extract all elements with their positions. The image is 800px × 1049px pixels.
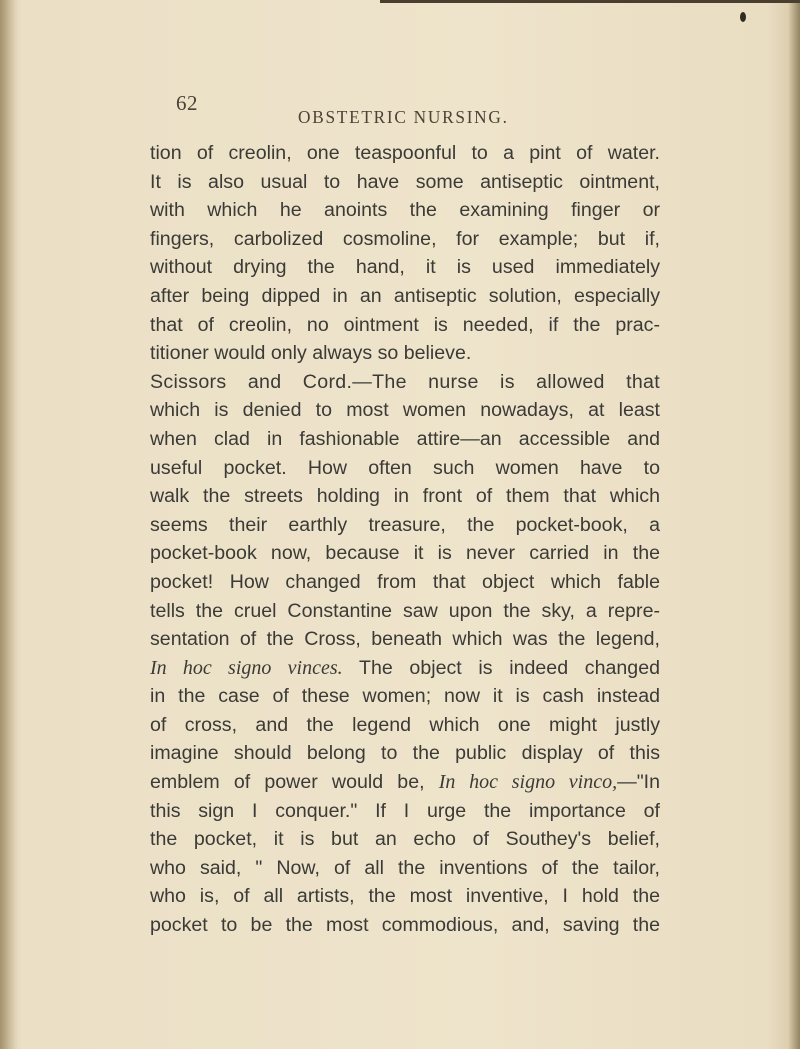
text-line: of cross, and the legend which one might justly (150, 713, 660, 736)
text-line: after being dipped in an antiseptic solution, especially (150, 284, 660, 307)
text-line: pocket to be the most commodious, and, saving the (150, 914, 660, 937)
text-line: seems their earthly treasure, the pocket-book, a (150, 513, 660, 536)
running-head: OBSTETRIC NURSING. (298, 107, 509, 127)
text-line: pocket-book now, because it is never carried in the (150, 542, 660, 565)
binding-shadow (0, 0, 18, 1049)
text-line: tells the cruel Constantine saw upon the sky, a repre- (150, 599, 660, 622)
text-line: which is denied to most women nowadays, at least (150, 399, 660, 422)
text-line: titioner would only always so believe. (150, 342, 472, 365)
text-line: that of creolin, no ointment is needed, if the prac- (150, 313, 660, 336)
text-line: who said, " Now, of all the inventions of the tailor, (150, 856, 660, 879)
text-line: walk the streets holding in front of them that which (150, 485, 660, 508)
page-number: 62 (176, 91, 198, 115)
body-text (150, 139, 660, 940)
text-line: It is also usual to have some antiseptic ointment, (150, 170, 660, 193)
text-line: pocket! How changed from that object which fable (150, 570, 660, 593)
text-line: without drying the hand, it is used immediately (150, 256, 660, 279)
text-line: sentation of the Cross, beneath which was the legend, (150, 628, 660, 651)
section-heading-line: Scissors and Cord.—The nurse is allowed that (150, 370, 660, 393)
text-line: the pocket, it is but an echo of Southey's belief, (150, 828, 660, 851)
ink-spot (740, 12, 746, 22)
text-line: tion of creolin, one teaspoonful to a pint of water. (150, 142, 660, 164)
text-line-latin: emblem of power would be, In hoc signo vinco,—"In (150, 771, 660, 794)
top-edge-line (380, 0, 800, 3)
text-line: who is, of all artists, the most inventive, I hold the (150, 885, 660, 908)
text-line: fingers, carbolized cosmoline, for example; but if, (150, 227, 660, 250)
text-line: this sign I conquer." If I urge the importance of (150, 799, 660, 822)
text-line-latin: In hoc signo vinces. The object is indeed changed (150, 656, 660, 679)
latin-phrase: In hoc signo vinco, (438, 771, 618, 794)
latin-phrase: In hoc signo vinces. (150, 656, 343, 679)
text-line: with which he anoints the examining finger or (150, 199, 660, 222)
text-line: in the case of these women; now it is cash instead (150, 685, 660, 708)
text-line: when clad in fashionable attire—an accessible and (150, 427, 660, 450)
page-edge (788, 0, 800, 1049)
text-line: imagine should belong to the public display of this (150, 742, 660, 765)
text-line: useful pocket. How often such women have to (150, 456, 660, 479)
